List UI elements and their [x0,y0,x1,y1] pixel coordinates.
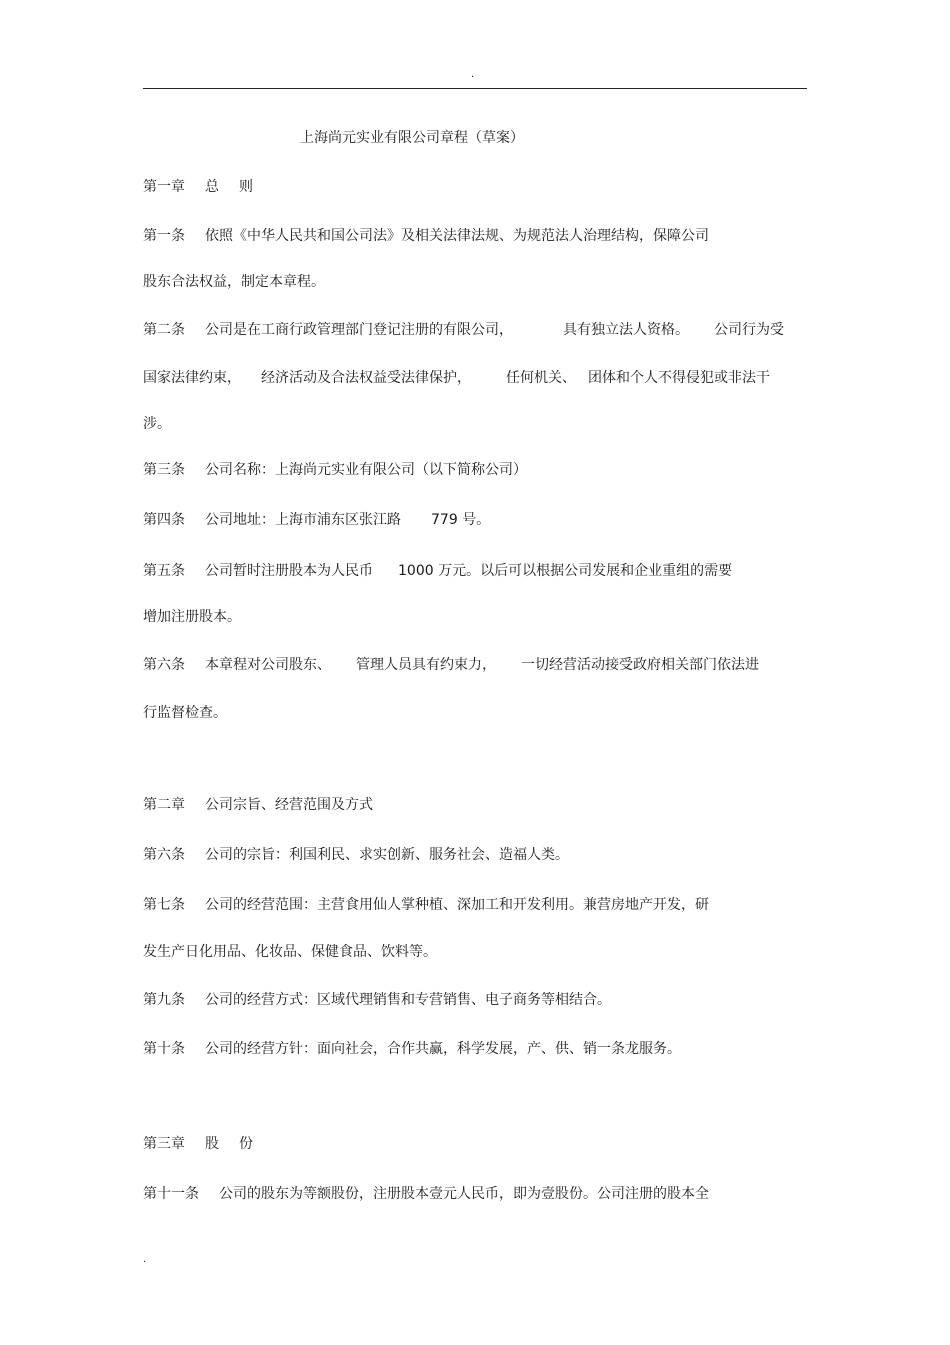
article-text: 本章程对公司股东、 [205,657,331,673]
chapter-title-part: 股 [205,1136,219,1152]
chapter-title-part: 则 [239,179,253,195]
chapter-3-heading [143,1134,253,1154]
article-text: 经济活动及合法权益受法律保护， [261,370,471,386]
article-10 [143,1039,681,1059]
article-text: 国家法律约束， [143,370,241,386]
chapter-1-heading [143,177,253,197]
article-text: 任何机关、 [506,370,576,386]
article-text: 公司的股东为等额股份，注册股本壹元人民币，即为壹股份。公司注册的股本全 [219,1186,709,1202]
article-text: 1000 万元。以后可以根据公司发展和企业重组的需要 [398,563,733,579]
chapter-title: 公司宗旨、经营范围及方式 [205,797,373,813]
article-7-line-1 [143,895,709,915]
article-6-line-1 [143,655,759,675]
article-5-line-2: 增加注册股本。 [143,609,241,625]
article-label: 第二条 [143,322,185,338]
article-7-line-2: 发生产日化用品、化妆品、保健食品、饮料等。 [143,944,437,960]
article-5-line-1 [143,561,732,581]
article-text: 公司的经营方针：面向社会，合作共赢，科学发展，产、供、销一条龙服务。 [205,1041,681,1057]
document-title: 上海尚元实业有限公司章程（草案） [300,130,524,146]
chapter-title-part: 总 [205,179,219,195]
article-label: 第六条 [143,847,185,863]
article-label: 第十一条 [143,1186,199,1202]
article-text: 公司地址：上海市浦东区张江路 [205,512,401,528]
chapter-label: 第二章 [143,797,185,813]
article-label: 第九条 [143,992,185,1008]
article-text: 一切经营活动接受政府相关部门依法进 [521,657,759,673]
article-4 [143,510,490,530]
article-text: 公司的宗旨：利国利民、求实创新、服务社会、造福人类。 [205,847,569,863]
chapter-label: 第一章 [143,179,185,195]
article-text: 具有独立法人资格。 [563,322,689,338]
article-text: 公司是在工商行政管理部门登记注册的有限公司， [205,322,513,338]
header-dot: . [471,69,475,80]
article-text: 公司暂时注册股本为人民币 [205,563,373,579]
footer-dot: . [143,1254,147,1265]
article-6b [143,845,569,865]
article-3 [143,460,527,480]
article-1-line-1 [143,226,709,246]
article-text: 团体和个人不得侵犯或非法干 [588,370,770,386]
article-text: 管理人员具有约束力， [356,657,496,673]
article-text: 公司的经营范围：主营食用仙人掌种植、深加工和开发利用。兼营房地产开发，研 [205,897,709,913]
article-text: 公司的经营方式：区域代理销售和专营销售、电子商务等相结合。 [205,992,611,1008]
header-rule [143,88,807,89]
article-label: 第七条 [143,897,185,913]
article-label: 第三条 [143,462,185,478]
article-label: 第五条 [143,563,185,579]
article-label: 第六条 [143,657,185,673]
article-2-line-2 [143,368,770,388]
article-9 [143,990,611,1010]
article-1-line-2: 股东合法权益，制定本章程。 [143,274,325,290]
article-label: 第一条 [143,228,185,244]
article-text: 公司名称：上海尚元实业有限公司（以下简称公司） [205,462,527,478]
article-label: 第十条 [143,1041,185,1057]
chapter-title-part: 份 [239,1136,253,1152]
article-6-line-2: 行监督检查。 [143,705,227,721]
article-text: 公司行为受 [714,322,784,338]
article-text: 依照《中华人民共和国公司法》及相关法律法规、为规范法人治理结构，保障公司 [205,228,709,244]
chapter-2-heading [143,795,373,815]
article-2-line-3: 涉。 [143,416,171,432]
article-11-line-1 [143,1184,709,1204]
article-label: 第四条 [143,512,185,528]
chapter-label: 第三章 [143,1136,185,1152]
article-text: 779 号。 [431,512,491,528]
article-2-line-1 [143,320,784,340]
